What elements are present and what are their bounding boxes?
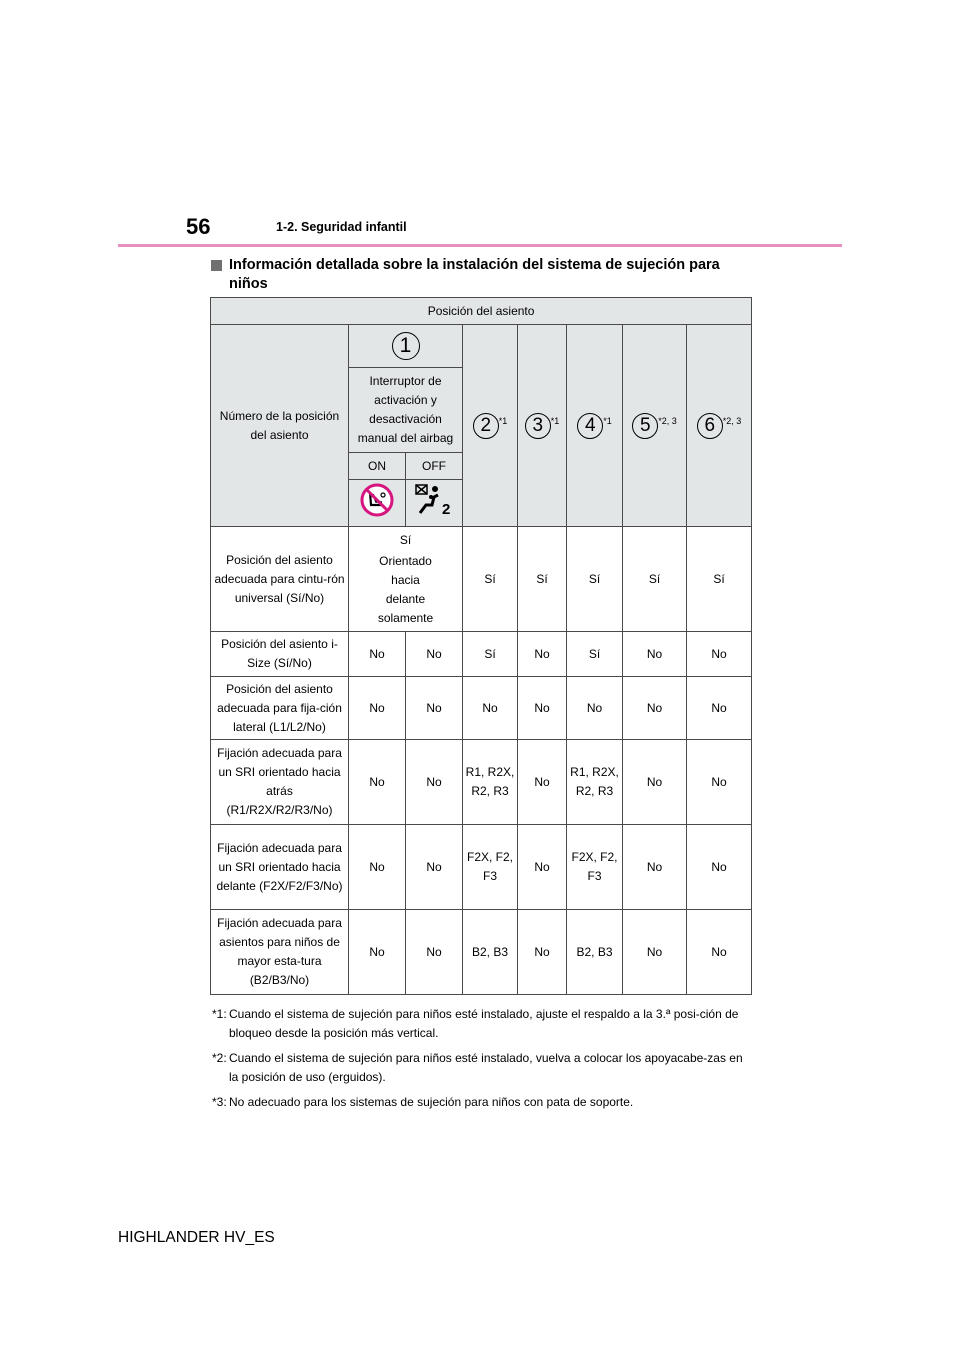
table-cell: Sí	[518, 527, 567, 632]
seat-1-cell	[349, 325, 463, 368]
table-cell: No	[349, 740, 406, 825]
table-cell: No	[518, 910, 567, 995]
heading-square-icon	[211, 260, 222, 271]
table-cell: No	[623, 825, 687, 910]
seat-5-icon: 5	[632, 413, 658, 439]
seat-installation-table	[210, 297, 752, 995]
airbag-off-child-seat-icon	[414, 483, 454, 517]
table-cell: No	[349, 825, 406, 910]
footnote-text: Cuando el sistema de sujeción para niños esté instalado, ajuste el respaldo a la 3.ª posi-ción de bloqueo desde la posición más vertical.	[229, 1007, 739, 1040]
table-cell: Sí	[623, 527, 687, 632]
svg-text:2: 2	[442, 501, 451, 517]
table-cell: No	[518, 632, 567, 677]
row-label-rear-facing: Fijación adecuada para un SRI orientado hacia atrás (R1/R2X/R2/R3/No)	[211, 740, 349, 825]
section-title: 1-2. Seguridad infantil	[276, 220, 407, 234]
universal-on-value: Sí	[399, 532, 412, 547]
airbag-off-label: OFF	[406, 453, 463, 480]
table-cell: No	[349, 632, 406, 677]
footnote-text: No adecuado para los sistemas de sujeción para niños con pata de soporte.	[229, 1095, 634, 1109]
seat-4-note: *1	[603, 415, 612, 426]
footnote-mark: *1:	[212, 1007, 227, 1021]
footnote-mark: *2:	[212, 1051, 227, 1065]
row-label-forward-facing: Fijación adecuada para un SRI orientado hacia delante (F2X/F2/F3/No)	[211, 825, 349, 910]
table-cell: Sí	[567, 632, 623, 677]
table-cell: No	[623, 740, 687, 825]
page-number: 56	[186, 214, 211, 239]
table-cell: No	[687, 825, 752, 910]
seat-6-header	[687, 325, 752, 527]
table-cell: No	[406, 677, 463, 740]
table-cell: Sí	[687, 527, 752, 632]
table-cell: B2, B3	[567, 910, 623, 995]
seat-4-header	[567, 325, 623, 527]
footer-model: HIGHLANDER HV_ES	[118, 1229, 275, 1246]
table-cell: F2X, F2, F3	[463, 825, 518, 910]
seat-3-note: *1	[550, 415, 560, 426]
footnotes	[212, 1005, 752, 1118]
seat-3-header	[518, 325, 567, 527]
row-label-isize: Posición del asiento i-Size (Sí/No)	[211, 632, 349, 677]
seat-3-icon: 3	[525, 413, 551, 439]
row-label-universal-belt: Posición del asiento adecuada para cintu-rón universal (Sí/No)	[211, 527, 349, 632]
table-cell: No	[406, 740, 463, 825]
footnote-1	[212, 1005, 752, 1043]
row-label-lateral: Posición del asiento adecuada para fija-ción lateral (L1/L2/No)	[211, 677, 349, 740]
table-cell: No	[518, 825, 567, 910]
seat-4-icon: 4	[577, 413, 603, 439]
footnote-2	[212, 1049, 752, 1087]
table-cell: No	[349, 677, 406, 740]
table-cell: R1, R2X, R2, R3	[567, 740, 623, 825]
table-cell: No	[623, 632, 687, 677]
table-cell: F2X, F2, F3	[567, 825, 623, 910]
seat-2-icon: 2	[473, 413, 499, 439]
table-cell: No	[687, 740, 752, 825]
table-cell: No	[463, 677, 518, 740]
cell-seat-1-universal-belt	[349, 527, 463, 632]
table-cell: Sí	[567, 527, 623, 632]
table-cell: No	[623, 910, 687, 995]
row-header-seat-number: Número de la posición del asiento	[211, 325, 349, 527]
table-cell: Sí	[463, 632, 518, 677]
seat-5-note: *2, 3	[658, 415, 677, 426]
table-cell: No	[623, 677, 687, 740]
airbag-on-label: ON	[349, 453, 406, 480]
table-cell: No	[687, 910, 752, 995]
airbag-switch-label: Interruptor de activación y desactivación manual del airbag	[349, 368, 463, 453]
header-divider	[118, 244, 842, 247]
table-cell: No	[406, 910, 463, 995]
table-cell: No	[406, 825, 463, 910]
seat-5-header	[623, 325, 687, 527]
seat-6-icon: 6	[697, 413, 723, 439]
seat-2-header	[463, 325, 518, 527]
row-label-booster: Fijación adecuada para asientos para niños de mayor esta-tura (B2/B3/No)	[211, 910, 349, 995]
airbag-off-icon-cell	[406, 480, 463, 527]
table-cell: R1, R2X, R2, R3	[463, 740, 518, 825]
section-heading: Información detallada sobre la instalación del sistema de sujeción para niños	[229, 257, 720, 292]
table-cell: No	[349, 910, 406, 995]
table-cell: Sí	[463, 527, 518, 632]
table-cell: No	[687, 677, 752, 740]
seat-1-icon: 1	[392, 332, 420, 360]
footnote-3	[212, 1093, 752, 1112]
table-cell: No	[518, 740, 567, 825]
airbag-on-prohibited-icon	[360, 483, 394, 517]
table-cell: No	[687, 632, 752, 677]
footnote-mark: *3:	[212, 1095, 227, 1109]
table-cell: No	[406, 632, 463, 677]
seat-2-note: *1	[498, 415, 508, 426]
universal-off-value: Orientado hacia delante solamente	[377, 553, 434, 625]
table-cell: B2, B3	[463, 910, 518, 995]
table-cell: No	[518, 677, 567, 740]
footnote-text: Cuando el sistema de sujeción para niños esté instalado, vuelva a colocar los apoyacabe-zas en la posición de uso (erguidos).	[229, 1051, 743, 1084]
seat-6-note: *2, 3	[722, 415, 742, 426]
table-cell: No	[567, 677, 623, 740]
table-title: Posición del asiento	[211, 298, 752, 325]
airbag-on-icon-cell	[349, 480, 406, 527]
